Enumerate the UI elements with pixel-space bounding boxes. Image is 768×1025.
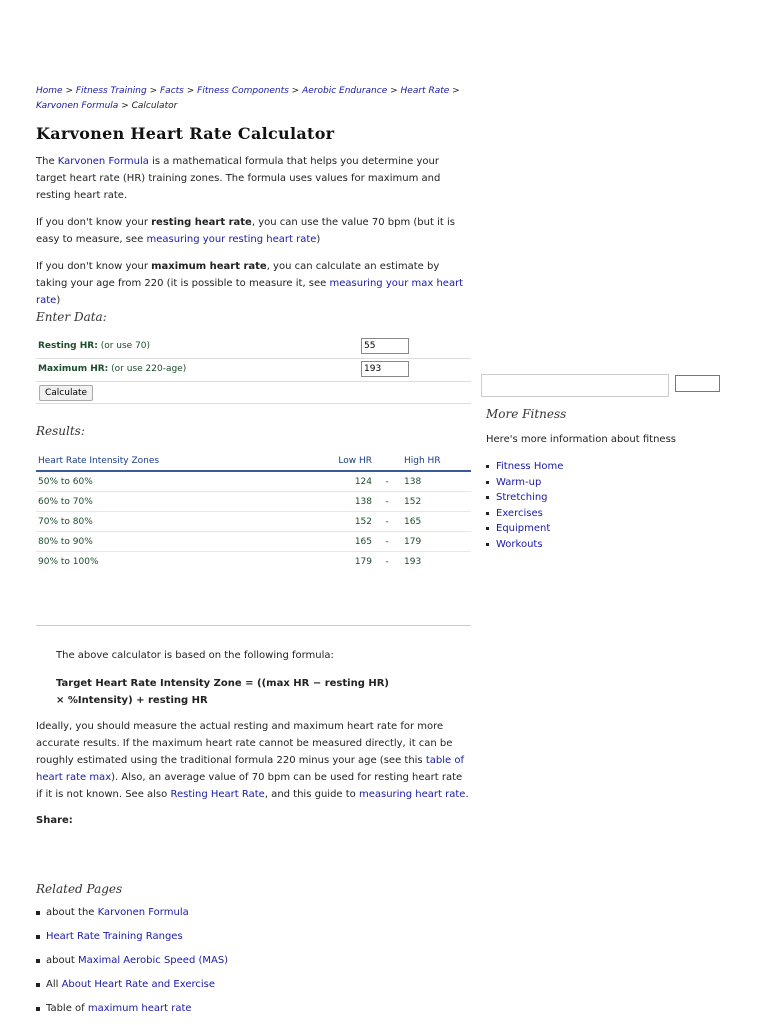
breadcrumb-link-heart-rate[interactable]: Heart Rate: [400, 86, 450, 96]
high-hr-cell: 152: [396, 492, 471, 512]
formula-intro: The above calculator is based on the following formula:: [56, 650, 334, 661]
sidebar-item: [486, 521, 563, 537]
share-label: Share:: [36, 815, 73, 826]
high-hr-cell: 179: [396, 532, 471, 552]
measuring-heart-rate-link[interactable]: measuring heart rate: [358, 789, 466, 800]
sidebar-link-warm-up[interactable]: Warm-up: [496, 476, 542, 488]
sidebar-link-stretching[interactable]: Stretching: [496, 492, 548, 503]
breadcrumb-separator: >: [186, 86, 195, 96]
list-item: [36, 953, 228, 977]
range-dash: -: [385, 556, 389, 567]
related-link-training-ranges[interactable]: Heart Rate Training Ranges: [46, 931, 183, 942]
sidebar-link-workouts[interactable]: Workouts: [496, 538, 543, 550]
col-header-zones: Heart Rate Intensity Zones: [36, 452, 325, 471]
paragraph-text: ). Also, an average value of 70 bpm can be used for resting heart rate if it is not known. See also: [36, 772, 463, 800]
list-item-prefix: about the: [46, 907, 98, 918]
intro-text: The: [36, 156, 58, 167]
related-link-heart-rate-exercise[interactable]: About Heart Rate and Exercise: [61, 979, 216, 990]
results-table: [36, 452, 471, 571]
sidebar-item: [486, 537, 563, 553]
resting-hr-label-text: Resting HR:: [38, 341, 98, 351]
low-hr-cell: 165: [325, 532, 378, 552]
related-link-mas[interactable]: Maximal Aerobic Speed (MAS): [78, 955, 229, 966]
zone-cell: 90% to 100%: [38, 556, 99, 567]
high-hr-cell: 138: [396, 471, 471, 492]
paragraph-text: If you don't know your: [36, 261, 152, 272]
paragraph-text: , you can use the value 70 bpm (but it is easy to measure, see: [36, 217, 455, 245]
table-row: [36, 492, 471, 512]
col-header-high-hr: High HR: [396, 452, 471, 471]
sidebar-link-equipment[interactable]: Equipment: [496, 523, 551, 534]
range-dash: -: [378, 532, 396, 552]
form-divider: [36, 403, 471, 404]
breadcrumb-separator: >: [121, 101, 129, 111]
table-row: [36, 512, 471, 532]
paragraph-text: Ideally, you should measure the actual resting and maximum heart rate for more accurate results. If the maximum heart rate cannot be measured directly, it can be roughly estimated using the traditional formula 220 minus your age (see this: [36, 721, 453, 766]
low-hr-cell: 152: [325, 512, 378, 532]
measuring-max-hr-link[interactable]: measuring your max heart rate: [36, 278, 464, 306]
zone-cell: 70% to 80%: [36, 512, 325, 532]
related-link-max-heart-rate[interactable]: maximum heart rate: [87, 1003, 192, 1014]
breadcrumb-separator: >: [390, 86, 398, 96]
list-item: [36, 977, 228, 1001]
list-item: [36, 905, 228, 929]
measuring-resting-hr-link[interactable]: measuring your resting heart rate: [146, 234, 317, 245]
sidebar-list: [486, 459, 563, 552]
paragraph-text: , you can calculate an estimate by taking your age from 220 (it is possible to measure it, see: [36, 261, 440, 289]
paragraph-text: , and this guide to: [264, 789, 359, 800]
list-item-prefix: about: [46, 955, 79, 966]
low-hr-cell: 138: [325, 492, 378, 512]
results-heading: Results:: [36, 424, 85, 438]
sidebar-item: [486, 475, 563, 491]
sidebar-link-exercises[interactable]: Exercises: [496, 507, 543, 519]
range-dash: -: [378, 492, 396, 512]
breadcrumb-separator: >: [65, 86, 73, 96]
table-row: [36, 532, 471, 552]
table-row: [36, 552, 471, 572]
list-item: [36, 929, 228, 953]
table-of-heart-rate-max-link[interactable]: table of heart rate max: [36, 755, 464, 783]
breadcrumb: [36, 84, 466, 114]
max-hr-hint: (or use 220-age): [111, 364, 187, 374]
sidebar-item: [486, 506, 563, 522]
max-hr-label-text: Maximum HR:: [38, 364, 109, 374]
paragraph-text: If you don't know your: [36, 217, 152, 228]
low-hr-cell: 124: [325, 471, 378, 492]
range-dash: -: [378, 512, 396, 532]
sidebar-link-fitness-home[interactable]: Fitness Home: [496, 461, 564, 472]
breadcrumb-separator: >: [291, 86, 300, 96]
range-dash: -: [378, 471, 396, 492]
breadcrumb-separator: >: [149, 86, 158, 96]
breadcrumb-link-fitness-components[interactable]: Fitness Components: [197, 86, 289, 96]
high-hr-cell: 193: [404, 556, 422, 567]
paragraph-text: ): [56, 295, 61, 306]
resting-hr-hint: (or use 70): [100, 341, 151, 351]
list-item-prefix: All: [46, 979, 62, 990]
col-header-low-hr: Low HR: [325, 452, 378, 471]
breadcrumb-link-karvonen-formula[interactable]: Karvonen Formula: [36, 101, 119, 111]
calculate-button[interactable]: Calculate: [39, 385, 93, 401]
breadcrumb-current: Calculator: [131, 101, 178, 111]
resting-hr-input[interactable]: [361, 338, 409, 354]
formula-line-2: × %Intensity) + resting HR: [56, 695, 208, 706]
low-hr-cell: 179: [354, 556, 372, 567]
breadcrumb-link-aerobic-endurance[interactable]: Aerobic Endurance: [302, 86, 388, 96]
related-link-karvonen-formula[interactable]: Karvonen Formula: [97, 907, 189, 918]
max-hr-row: [36, 359, 471, 382]
max-hr-input[interactable]: [361, 361, 409, 377]
intro-paragraph: [36, 153, 471, 204]
more-fitness-heading: More Fitness: [486, 407, 567, 421]
table-row: [36, 471, 471, 492]
intro-text: is a mathematical formula that helps you determine your target heart rate (HR) training zones. The formula uses values for maximum and resting heart rate.: [36, 156, 441, 201]
zone-cell: 60% to 70%: [36, 492, 325, 512]
breadcrumb-separator: >: [452, 86, 460, 96]
search-input[interactable]: [481, 374, 669, 397]
sidebar-item: [486, 490, 563, 506]
resting-heart-rate-link[interactable]: Resting Heart Rate: [170, 789, 265, 800]
zone-cell: 50% to 60%: [36, 471, 325, 492]
sidebar-item: [486, 459, 563, 475]
resting-hr-bold: resting heart rate: [151, 217, 252, 228]
section-divider: [36, 625, 471, 626]
paragraph-text: .: [465, 789, 469, 800]
resting-hr-paragraph: [36, 214, 471, 248]
max-hr-paragraph: [36, 258, 471, 309]
related-pages-list: [36, 905, 228, 1025]
breadcrumb-link-facts[interactable]: Facts: [160, 86, 184, 96]
results-header-row: [36, 452, 471, 471]
page-title: Karvonen Heart Rate Calculator: [36, 124, 335, 143]
explanation-paragraph: [36, 718, 471, 803]
breadcrumb-link-home[interactable]: Home: [36, 86, 63, 96]
search-button[interactable]: [675, 375, 720, 392]
max-hr-label: [38, 364, 186, 374]
sidebar-intro: Here's more information about fitness: [486, 434, 676, 445]
list-item: [36, 1001, 228, 1025]
related-pages-heading: Related Pages: [36, 882, 123, 896]
paragraph-text: ): [316, 234, 321, 245]
formula: [56, 675, 456, 709]
breadcrumb-link-fitness-training[interactable]: Fitness Training: [75, 86, 147, 96]
formula-line-1: Target Heart Rate Intensity Zone = ((max HR − resting HR): [56, 678, 389, 689]
enter-data-heading: Enter Data:: [36, 310, 107, 324]
max-hr-bold: maximum heart rate: [151, 261, 267, 272]
resting-hr-label: [38, 341, 150, 351]
list-item-prefix: Table of: [46, 1003, 88, 1014]
zone-cell: 80% to 90%: [36, 532, 325, 552]
high-hr-cell: 165: [396, 512, 471, 532]
col-header-spacer: [378, 452, 396, 471]
resting-hr-row: [36, 336, 471, 359]
karvonen-formula-link[interactable]: Karvonen Formula: [57, 156, 149, 167]
